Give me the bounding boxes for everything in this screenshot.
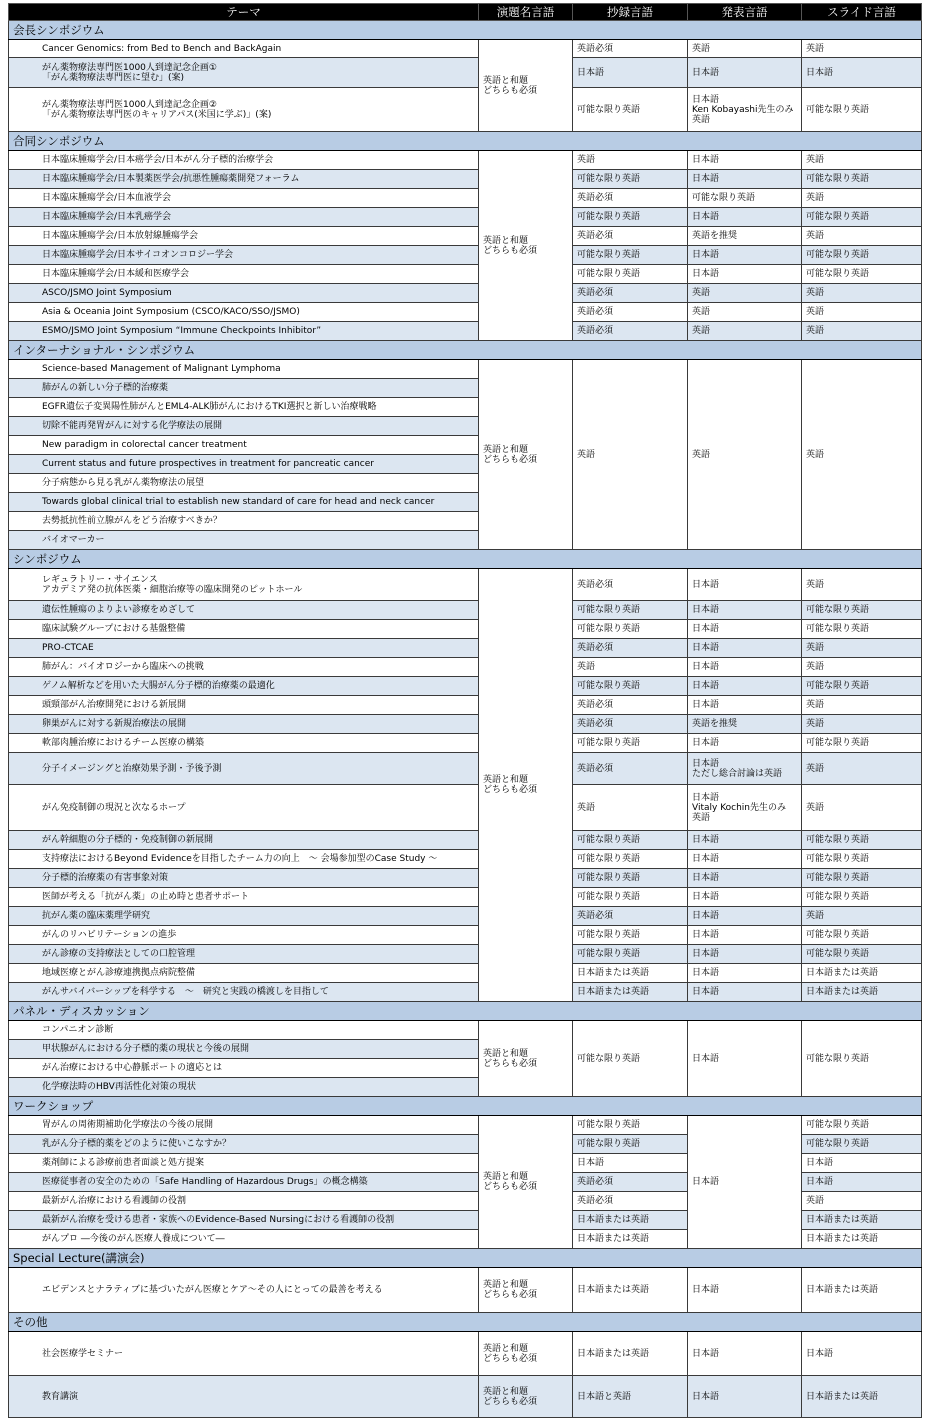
theme-cell: 化学療法時のHBV再活性化対策の現状: [9, 1078, 479, 1097]
theme-cell: Science-based Management of Malignant Lymphoma: [9, 360, 479, 379]
theme-cell: 日本臨床腫瘍学会/日本癌学会/日本がん分子標的治療学会: [9, 151, 479, 170]
theme-cell: がん薬物療法専門医1000人到達記念企画① 「がん薬物療法専門医に望む」(案): [9, 58, 479, 88]
presentation-language-cell: 日本語: [688, 831, 802, 850]
header-theme: テーマ: [9, 4, 479, 21]
theme-cell: コンパニオン診断: [9, 1021, 479, 1040]
header-abstract-language: 抄録言語: [573, 4, 688, 21]
theme-cell: 最新がん治療を受ける患者・家族へのEvidence-Based Nursingにおける看護師の役割: [9, 1211, 479, 1230]
slide-language-cell: 可能な限り英語: [802, 831, 922, 850]
table-row: [9, 945, 922, 964]
presentation-language-cell: 英語: [688, 40, 802, 58]
table-row: [9, 58, 922, 88]
abstract-language-cell: 可能な限り英語: [573, 208, 688, 227]
abstract-language-cell: 英語: [573, 785, 688, 831]
presentation-language-cell: 英語を推奨: [688, 227, 802, 246]
table-row: [9, 1332, 922, 1376]
presentation-language-cell: 日本語: [688, 964, 802, 983]
theme-cell: ESMO/JSMO Joint Symposium “Immune Checkpoints Inhibitor”: [9, 322, 479, 341]
language-table-sheet: [8, 3, 921, 1418]
section-header: [9, 21, 922, 40]
theme-cell: Towards global clinical trial to establish new standard of care for head and neck cancer: [9, 493, 479, 512]
presentation-language-cell: 日本語: [688, 170, 802, 189]
slide-language-cell: 日本語: [802, 1332, 922, 1376]
slide-language-cell: 日本語: [802, 58, 922, 88]
presentation-language-cell: 日本語: [688, 945, 802, 964]
slide-language-cell: 英語: [802, 907, 922, 926]
theme-cell: 臨床試験グループにおける基盤整備: [9, 620, 479, 639]
presentation-language-cell: 日本語: [688, 1268, 802, 1313]
table-row: [9, 88, 922, 132]
slide-language-cell: 英語: [802, 151, 922, 170]
theme-cell: 分子標的治療薬の有害事象対策: [9, 869, 479, 888]
theme-cell: 甲状腺がんにおける分子標的薬の現状と今後の展開: [9, 1040, 479, 1059]
table-row: [9, 696, 922, 715]
abstract-language-cell: 日本語: [573, 1154, 688, 1173]
section-title: インターナショナル・シンポジウム: [9, 341, 922, 360]
theme-cell: がんのリハビリテーションの進歩: [9, 926, 479, 945]
title-language-cell: 英語と和題 どちらも必須: [479, 1116, 573, 1249]
slide-language-cell: 英語: [802, 189, 922, 208]
title-language-cell: 英語と和題 どちらも必須: [479, 360, 573, 550]
slide-language-cell: 可能な限り英語: [802, 620, 922, 639]
theme-cell: 医療従事者の安全のための「Safe Handling of Hazardous Drugs」の概念構築: [9, 1173, 479, 1192]
title-language-cell: 英語と和題 どちらも必須: [479, 1376, 573, 1418]
theme-cell: エビデンスとナラティブに基づいたがん医療とケア～その人にとっての最善を考える: [9, 1268, 479, 1313]
theme-cell: レギュラトリー・サイエンス アカデミア発の抗体医薬・細胞治療等の臨床開発のピットホール: [9, 569, 479, 601]
slide-language-cell: 可能な限り英語: [802, 1135, 922, 1154]
table-row: [9, 639, 922, 658]
presentation-language-cell: 英語: [688, 284, 802, 303]
theme-cell: がん治療における中心静脈ポートの適応とは: [9, 1059, 479, 1078]
abstract-language-cell: 英語必須: [573, 303, 688, 322]
table-row: [9, 658, 922, 677]
abstract-language-cell: 日本語または英語: [573, 1332, 688, 1376]
presentation-language-cell: 日本語: [688, 639, 802, 658]
abstract-language-cell: 英語必須: [573, 284, 688, 303]
theme-cell: 乳がん分子標的薬をどのように使いこなすか？: [9, 1135, 479, 1154]
theme-cell: Asia & Oceania Joint Symposium (CSCO/KACO/SSO/JSMO): [9, 303, 479, 322]
table-row: [9, 753, 922, 785]
table-row: [9, 734, 922, 753]
presentation-language-cell: 日本語: [688, 569, 802, 601]
abstract-language-cell: 可能な限り英語: [573, 734, 688, 753]
slide-language-cell: 英語: [802, 715, 922, 734]
theme-cell: 分子イメージングと治療効果予測・予後予測: [9, 753, 479, 785]
theme-cell: 支持療法におけるBeyond Evidenceを目指したチーム力の向上 ～ 会場参加型のCase Study ～: [9, 850, 479, 869]
presentation-language-cell: 日本語: [688, 1116, 802, 1249]
table-row: [9, 170, 922, 189]
theme-cell: 肺がんの新しい分子標的治療薬: [9, 379, 479, 398]
abstract-language-cell: 可能な限り英語: [573, 945, 688, 964]
presentation-language-cell: 英語: [688, 322, 802, 341]
theme-cell: 胃がんの周術期補助化学療法の今後の展開: [9, 1116, 479, 1135]
abstract-language-cell: 日本語または英語: [573, 983, 688, 1002]
slide-language-cell: 日本語: [802, 1173, 922, 1192]
abstract-language-cell: 英語: [573, 360, 688, 550]
theme-cell: 最新がん治療における看護師の役割: [9, 1192, 479, 1211]
presentation-language-cell: 日本語: [688, 888, 802, 907]
theme-cell: がん診療の支持療法としての口腔管理: [9, 945, 479, 964]
abstract-language-cell: 可能な限り英語: [573, 888, 688, 907]
table-row: [9, 360, 922, 379]
section-title: 会長シンポジウム: [9, 21, 922, 40]
abstract-language-cell: 可能な限り英語: [573, 1021, 688, 1097]
table-row: [9, 850, 922, 869]
theme-cell: 医師が考える「抗がん薬」の止め時と患者サポート: [9, 888, 479, 907]
slide-language-cell: 英語: [802, 360, 922, 550]
theme-cell: 頭頸部がん治療開発における新展開: [9, 696, 479, 715]
slide-language-cell: 日本語または英語: [802, 964, 922, 983]
table-row: [9, 715, 922, 734]
table-row: [9, 322, 922, 341]
abstract-language-cell: 可能な限り英語: [573, 265, 688, 284]
section-header: [9, 132, 922, 151]
presentation-language-cell: 日本語 ただし総合討論は英語: [688, 753, 802, 785]
theme-cell: 教育講演: [9, 1376, 479, 1418]
abstract-language-cell: 英語: [573, 151, 688, 170]
section-title: その他: [9, 1313, 922, 1332]
theme-cell: 地域医療とがん診療連携拠点病院整備: [9, 964, 479, 983]
presentation-language-cell: 日本語: [688, 907, 802, 926]
theme-cell: 社会医療学セミナー: [9, 1332, 479, 1376]
presentation-language-cell: 日本語: [688, 601, 802, 620]
slide-language-cell: 可能な限り英語: [802, 1116, 922, 1135]
theme-cell: がんプロ ―今後のがん医療人養成について―: [9, 1230, 479, 1249]
abstract-language-cell: 英語必須: [573, 715, 688, 734]
abstract-language-cell: 可能な限り英語: [573, 850, 688, 869]
title-language-cell: 英語と和題 どちらも必須: [479, 1021, 573, 1097]
theme-cell: New paradigm in colorectal cancer treatment: [9, 436, 479, 455]
theme-cell: がんサバイバーシップを科学する ～ 研究と実践の橋渡しを目指して: [9, 983, 479, 1002]
abstract-language-cell: 日本語または英語: [573, 1230, 688, 1249]
slide-language-cell: 可能な限り英語: [802, 677, 922, 696]
table-row: [9, 1376, 922, 1418]
theme-cell: 日本臨床腫瘍学会/日本放射線腫瘍学会: [9, 227, 479, 246]
title-language-cell: 英語と和題 どちらも必須: [479, 1268, 573, 1313]
header-title-language: 演題名言語: [479, 4, 573, 21]
theme-cell: 分子病態から見る乳がん薬物療法の展望: [9, 474, 479, 493]
abstract-language-cell: 英語必須: [573, 907, 688, 926]
theme-cell: 肺がん：バイオロジーから臨床への挑戦: [9, 658, 479, 677]
theme-cell: 遺伝性腫瘍のよりよい診療をめざして: [9, 601, 479, 620]
table-row: [9, 265, 922, 284]
slide-language-cell: 可能な限り英語: [802, 265, 922, 284]
section-header: [9, 1002, 922, 1021]
theme-cell: 日本臨床腫瘍学会/日本乳癌学会: [9, 208, 479, 227]
section-title: ワークショップ: [9, 1097, 922, 1116]
header-slide-language: スライド言語: [802, 4, 922, 21]
table-row: [9, 926, 922, 945]
abstract-language-cell: 英語必須: [573, 1192, 688, 1211]
abstract-language-cell: 英語: [573, 658, 688, 677]
table-row: [9, 888, 922, 907]
presentation-language-cell: 日本語: [688, 677, 802, 696]
table-row: [9, 677, 922, 696]
table-row: [9, 620, 922, 639]
abstract-language-cell: 日本語と英語: [573, 1376, 688, 1418]
presentation-language-cell: 英語: [688, 360, 802, 550]
abstract-language-cell: 英語必須: [573, 639, 688, 658]
abstract-language-cell: 英語必須: [573, 322, 688, 341]
abstract-language-cell: 英語必須: [573, 227, 688, 246]
presentation-language-cell: 日本語 Ken Kobayashi先生のみ 英語: [688, 88, 802, 132]
presentation-language-cell: 日本語: [688, 151, 802, 170]
theme-cell: 日本臨床腫瘍学会/日本血液学会: [9, 189, 479, 208]
abstract-language-cell: 可能な限り英語: [573, 246, 688, 265]
presentation-language-cell: 日本語: [688, 208, 802, 227]
table-row: [9, 907, 922, 926]
presentation-language-cell: 英語を推奨: [688, 715, 802, 734]
theme-cell: 日本臨床腫瘍学会/日本サイコオンコロジー学会: [9, 246, 479, 265]
theme-cell: ASCO/JSMO Joint Symposium: [9, 284, 479, 303]
table-row: [9, 246, 922, 265]
table-row: [9, 208, 922, 227]
slide-language-cell: 日本語または英語: [802, 1230, 922, 1249]
presentation-language-cell: 日本語: [688, 265, 802, 284]
theme-cell: Cancer Genomics: from Bed to Bench and BackAgain: [9, 40, 479, 58]
table-row: [9, 151, 922, 170]
table-row: [9, 869, 922, 888]
abstract-language-cell: 可能な限り英語: [573, 831, 688, 850]
title-language-cell: 英語と和題 どちらも必須: [479, 569, 573, 1002]
section-header: [9, 1313, 922, 1332]
abstract-language-cell: 可能な限り英語: [573, 869, 688, 888]
slide-language-cell: 可能な限り英語: [802, 246, 922, 265]
abstract-language-cell: 日本語: [573, 58, 688, 88]
section-header: [9, 341, 922, 360]
theme-cell: Current status and future prospectives in treatment for pancreatic cancer: [9, 455, 479, 474]
slide-language-cell: 日本語: [802, 1154, 922, 1173]
theme-cell: 卵巣がんに対する新規治療法の展開: [9, 715, 479, 734]
presentation-language-cell: 英語: [688, 303, 802, 322]
theme-cell: バイオマーカー: [9, 531, 479, 550]
abstract-language-cell: 可能な限り英語: [573, 926, 688, 945]
section-header: [9, 1249, 922, 1268]
table-row: [9, 569, 922, 601]
theme-cell: 去勢抵抗性前立腺がんをどう治療すべきか？: [9, 512, 479, 531]
table-row: [9, 1116, 922, 1135]
slide-language-cell: 英語: [802, 753, 922, 785]
abstract-language-cell: 可能な限り英語: [573, 620, 688, 639]
slide-language-cell: 可能な限り英語: [802, 945, 922, 964]
theme-cell: 軟部肉腫治療におけるチーム医療の構築: [9, 734, 479, 753]
theme-cell: EGFR遺伝子変異陽性肺がんとEML4-ALK肺がんにおけるTKI選択と新しい治療戦略: [9, 398, 479, 417]
slide-language-cell: 可能な限り英語: [802, 208, 922, 227]
slide-language-cell: 英語: [802, 40, 922, 58]
theme-cell: がん免疫制御の現況と次なるホープ: [9, 785, 479, 831]
table-row: [9, 601, 922, 620]
slide-language-cell: 英語: [802, 696, 922, 715]
language-requirements-table: [8, 3, 922, 1418]
slide-language-cell: 可能な限り英語: [802, 926, 922, 945]
table-row: [9, 303, 922, 322]
abstract-language-cell: 可能な限り英語: [573, 677, 688, 696]
slide-language-cell: 英語: [802, 303, 922, 322]
abstract-language-cell: 英語必須: [573, 696, 688, 715]
slide-language-cell: 日本語または英語: [802, 1211, 922, 1230]
presentation-language-cell: 日本語: [688, 58, 802, 88]
slide-language-cell: 英語: [802, 658, 922, 677]
slide-language-cell: 可能な限り英語: [802, 734, 922, 753]
abstract-language-cell: 日本語または英語: [573, 1268, 688, 1313]
theme-cell: ゲノム解析などを用いた大腸がん分子標的治療薬の最適化: [9, 677, 479, 696]
theme-cell: 日本臨床腫瘍学会/日本製薬医学会/抗悪性腫瘍薬開発フォーラム: [9, 170, 479, 189]
presentation-language-cell: 日本語: [688, 850, 802, 869]
section-header: [9, 1097, 922, 1116]
presentation-language-cell: 日本語: [688, 696, 802, 715]
title-language-cell: 英語と和題 どちらも必須: [479, 1332, 573, 1376]
table-row: [9, 983, 922, 1002]
presentation-language-cell: 日本語: [688, 1021, 802, 1097]
section-title: パネル・ディスカッション: [9, 1002, 922, 1021]
table-row: [9, 831, 922, 850]
section-header: [9, 550, 922, 569]
table-body: [9, 21, 922, 1418]
slide-language-cell: 英語: [802, 1192, 922, 1211]
theme-cell: PRO-CTCAE: [9, 639, 479, 658]
abstract-language-cell: 可能な限り英語: [573, 170, 688, 189]
slide-language-cell: 英語: [802, 227, 922, 246]
presentation-language-cell: 日本語: [688, 620, 802, 639]
abstract-language-cell: 英語必須: [573, 1173, 688, 1192]
slide-language-cell: 英語: [802, 322, 922, 341]
presentation-language-cell: 日本語: [688, 926, 802, 945]
presentation-language-cell: 日本語: [688, 658, 802, 677]
section-title: シンポジウム: [9, 550, 922, 569]
abstract-language-cell: 可能な限り英語: [573, 1135, 688, 1154]
table-row: [9, 227, 922, 246]
table-row: [9, 1021, 922, 1040]
theme-cell: 薬剤師による診療前患者面談と処方提案: [9, 1154, 479, 1173]
table-row: [9, 785, 922, 831]
slide-language-cell: 可能な限り英語: [802, 888, 922, 907]
slide-language-cell: 可能な限り英語: [802, 850, 922, 869]
abstract-language-cell: 英語必須: [573, 40, 688, 58]
table-row: [9, 284, 922, 303]
slide-language-cell: 可能な限り英語: [802, 88, 922, 132]
presentation-language-cell: 日本語: [688, 734, 802, 753]
slide-language-cell: 英語: [802, 639, 922, 658]
presentation-language-cell: 日本語 Vitaly Kochin先生のみ 英語: [688, 785, 802, 831]
theme-cell: がん薬物療法専門医1000人到達記念企画② 「がん薬物療法専門医のキャリアパス(米国に学ぶ)」(案): [9, 88, 479, 132]
title-language-cell: 英語と和題 どちらも必須: [479, 151, 573, 341]
presentation-language-cell: 日本語: [688, 869, 802, 888]
section-title: Special Lecture(講演会): [9, 1249, 922, 1268]
header-row: [9, 4, 922, 21]
presentation-language-cell: 日本語: [688, 1332, 802, 1376]
slide-language-cell: 日本語または英語: [802, 1268, 922, 1313]
abstract-language-cell: 英語必須: [573, 753, 688, 785]
table-row: [9, 1268, 922, 1313]
abstract-language-cell: 可能な限り英語: [573, 88, 688, 132]
slide-language-cell: 日本語または英語: [802, 1376, 922, 1418]
table-row: [9, 40, 922, 58]
table-row: [9, 189, 922, 208]
header-presentation-language: 発表言語: [688, 4, 802, 21]
presentation-language-cell: 日本語: [688, 1376, 802, 1418]
section-title: 合同シンポジウム: [9, 132, 922, 151]
slide-language-cell: 可能な限り英語: [802, 1021, 922, 1097]
theme-cell: 抗がん薬の臨床薬理学研究: [9, 907, 479, 926]
slide-language-cell: 英語: [802, 569, 922, 601]
slide-language-cell: 可能な限り英語: [802, 869, 922, 888]
abstract-language-cell: 英語必須: [573, 189, 688, 208]
presentation-language-cell: 日本語: [688, 983, 802, 1002]
abstract-language-cell: 可能な限り英語: [573, 601, 688, 620]
presentation-language-cell: 可能な限り英語: [688, 189, 802, 208]
abstract-language-cell: 日本語または英語: [573, 1211, 688, 1230]
title-language-cell: 英語と和題 どちらも必須: [479, 40, 573, 132]
theme-cell: がん幹細胞の分子標的・免疫制御の新展開: [9, 831, 479, 850]
theme-cell: 日本臨床腫瘍学会/日本緩和医療学会: [9, 265, 479, 284]
slide-language-cell: 日本語または英語: [802, 983, 922, 1002]
slide-language-cell: 英語: [802, 284, 922, 303]
theme-cell: 切除不能再発胃がんに対する化学療法の展開: [9, 417, 479, 436]
abstract-language-cell: 可能な限り英語: [573, 1116, 688, 1135]
abstract-language-cell: 英語必須: [573, 569, 688, 601]
slide-language-cell: 可能な限り英語: [802, 601, 922, 620]
abstract-language-cell: 日本語または英語: [573, 964, 688, 983]
slide-language-cell: 英語: [802, 785, 922, 831]
slide-language-cell: 可能な限り英語: [802, 170, 922, 189]
table-row: [9, 964, 922, 983]
presentation-language-cell: 日本語: [688, 246, 802, 265]
